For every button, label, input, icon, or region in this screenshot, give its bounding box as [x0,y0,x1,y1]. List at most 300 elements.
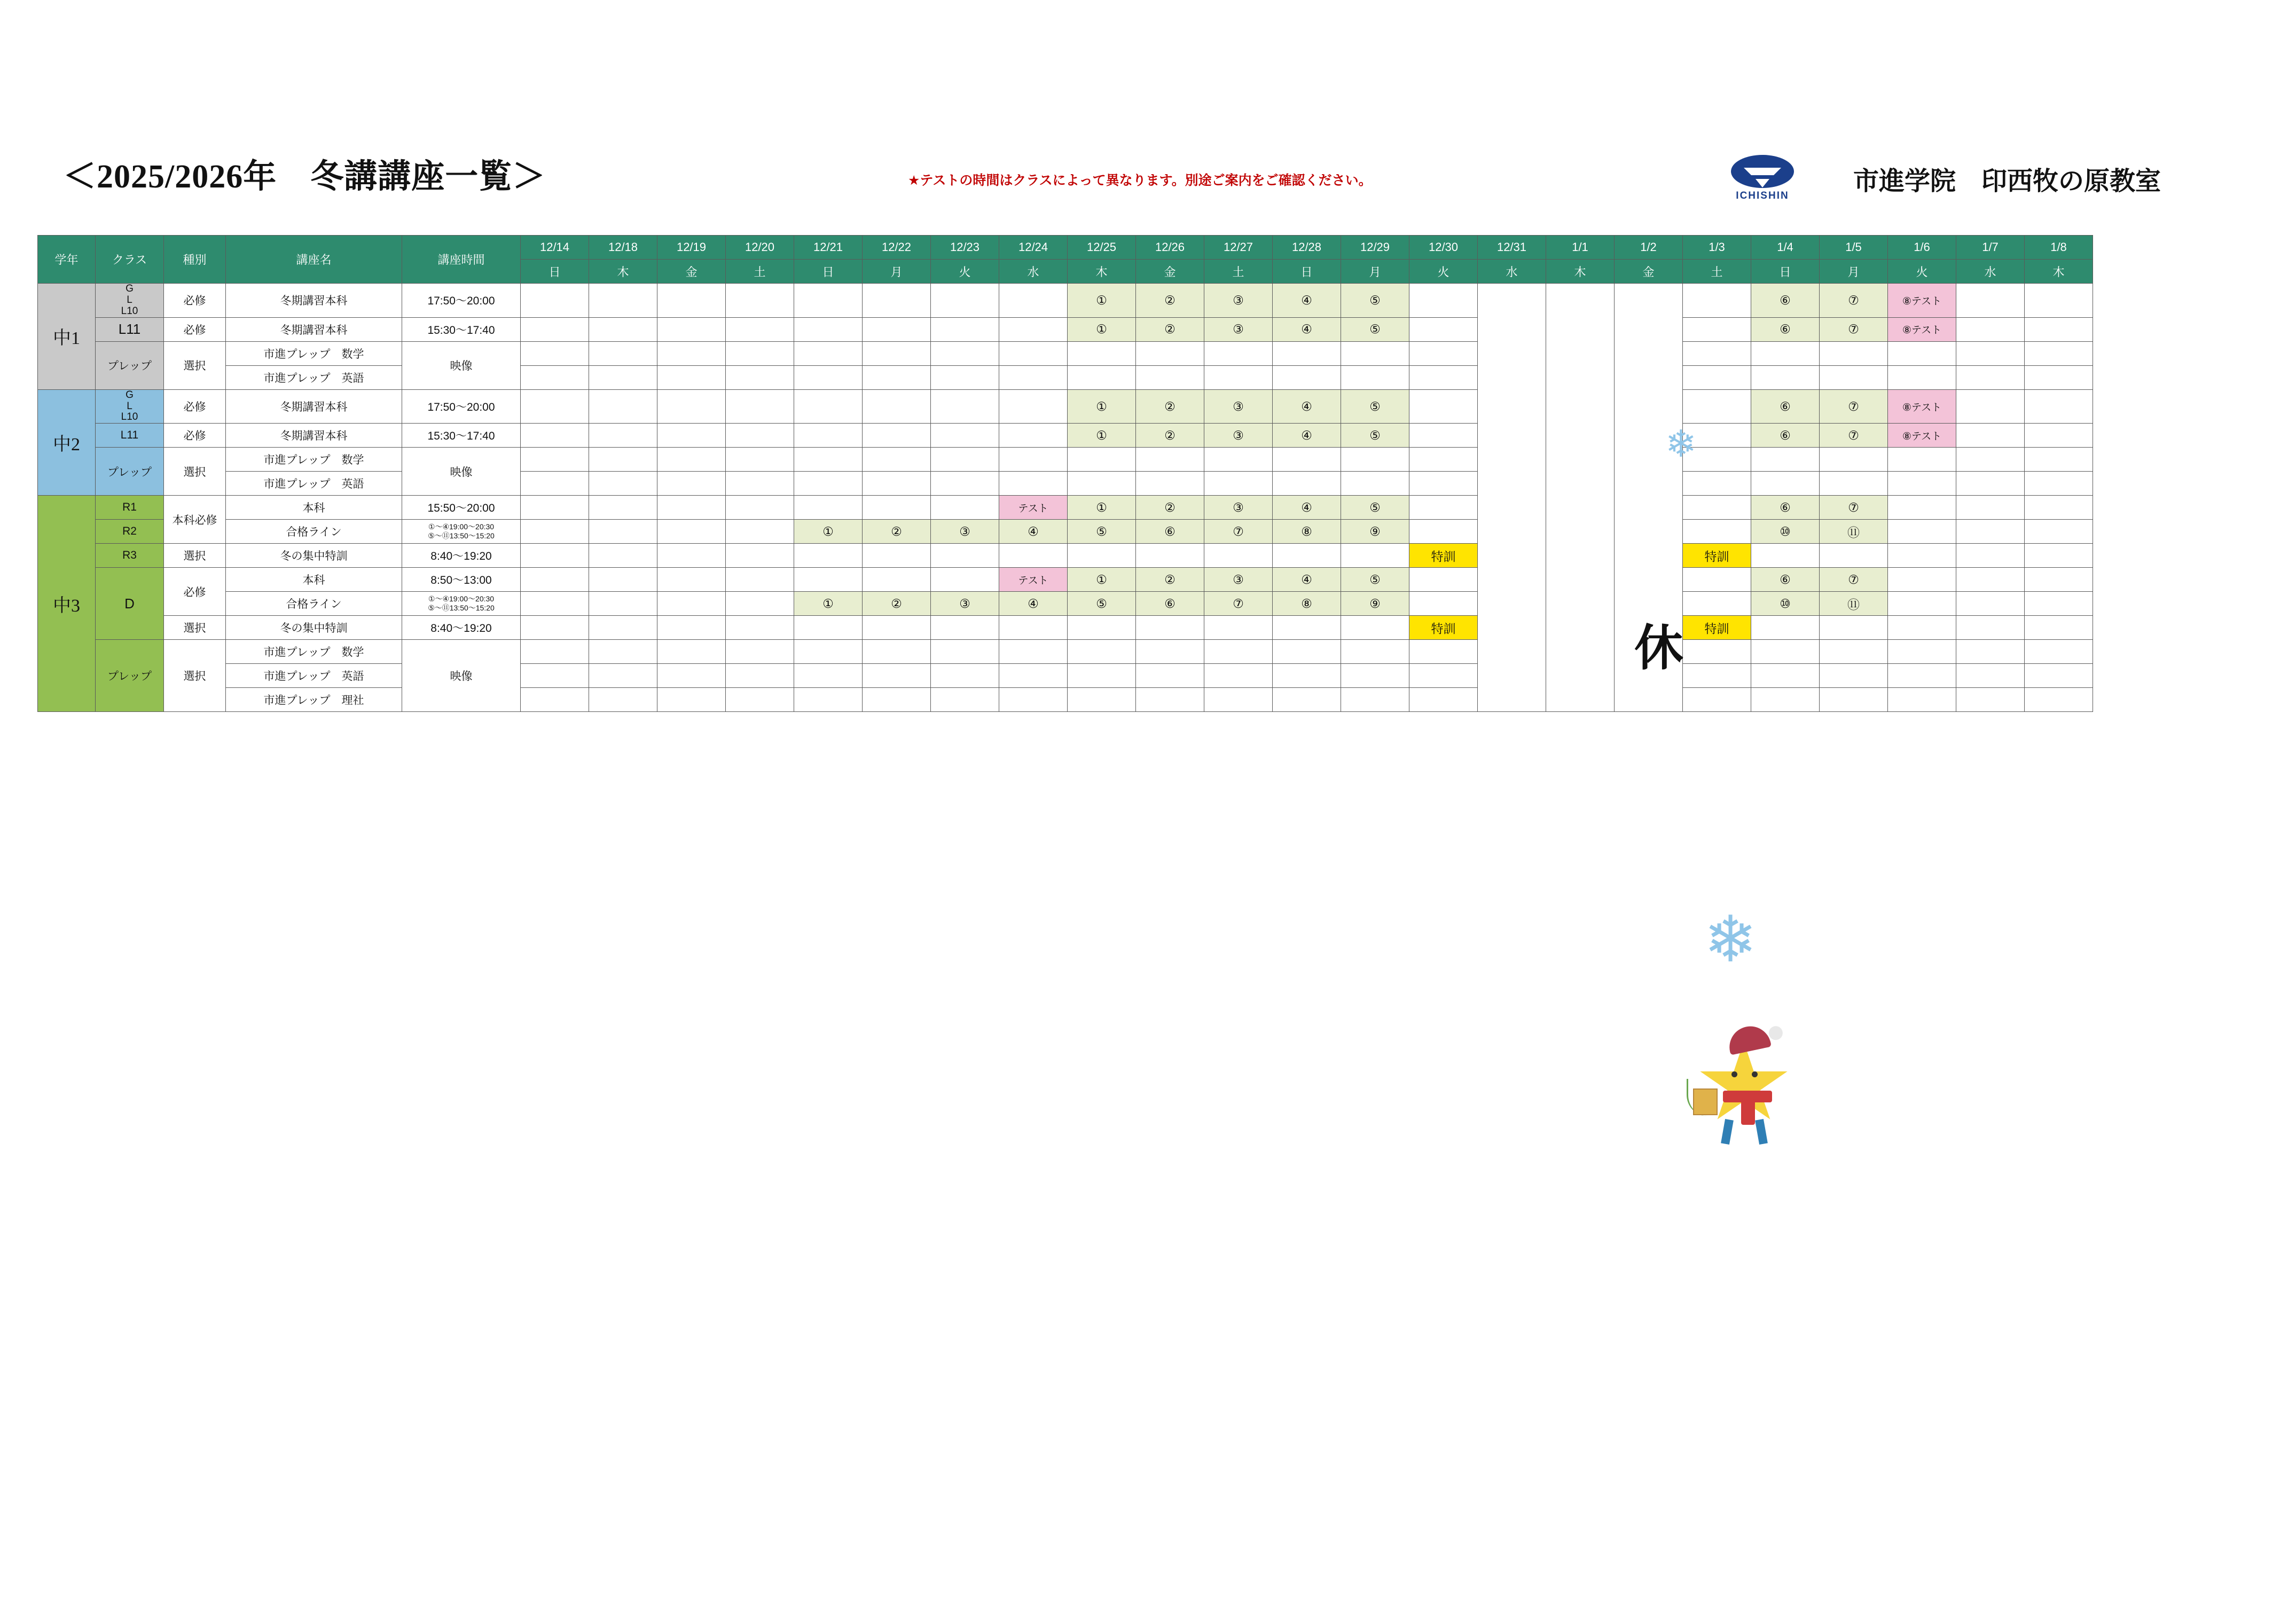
cell [1751,472,1820,496]
cell [1683,284,1751,318]
table-row [38,664,2093,688]
cell: ④ [1273,284,1341,318]
cell [1409,341,1478,365]
cell [863,448,931,472]
cell [1888,496,1956,520]
cell [1068,365,1136,389]
cell [1820,616,1888,640]
cell [1888,616,1956,640]
cell [1820,664,1888,688]
cell [2025,448,2093,472]
weekday-header: 土 [1204,260,1273,284]
cell [589,616,657,640]
class-label-l11: L11 [96,424,164,448]
date-header: 12/14 [521,236,589,260]
course-time-cell: 17:50～20:00 [402,284,521,318]
cell: ⑥ [1751,317,1820,341]
cell: ② [1136,389,1204,424]
cell [1956,389,2025,424]
cell [521,520,589,544]
cell [1820,544,1888,568]
cell [2025,568,2093,592]
date-header: 12/20 [726,236,794,260]
kind-cell: 本科必修 [164,496,226,544]
cell [1204,616,1273,640]
cell [1068,472,1136,496]
class-label-prep: プレップ [96,640,164,712]
cell [1341,616,1409,640]
weekday-header: 金 [657,260,726,284]
cell [521,496,589,520]
cell: ① [1068,389,1136,424]
cell [1956,317,2025,341]
weekday-header: 土 [726,260,794,284]
cell [2025,544,2093,568]
cell [589,664,657,688]
logo-text: ICHISHIN [1736,190,1789,201]
cell [1888,341,1956,365]
kind-cell: 選択 [164,640,226,712]
eye-icon [1731,1071,1737,1077]
course-name-cell: 本科 [226,568,402,592]
cell [1273,365,1341,389]
cell: ⑥ [1136,592,1204,616]
class-label-g-l-l10 [96,284,164,318]
cell [1136,688,1204,712]
cell [931,284,999,318]
cell [1888,472,1956,496]
course-time-line2: ⑤～⑪13:50～15:20 [428,531,495,541]
class-label-r3: R3 [96,544,164,568]
cell [1409,389,1478,424]
cell [1683,472,1751,496]
cell [726,424,794,448]
rest-label: 休 [1634,621,1684,676]
cell: ③ [1204,424,1273,448]
cell [794,365,863,389]
cell: ④ [1273,317,1341,341]
cell [2025,341,2093,365]
cell [1751,616,1820,640]
date-header: 1/1 [1546,236,1615,260]
cell [1820,448,1888,472]
cell [726,592,794,616]
cell [931,389,999,424]
cell [521,317,589,341]
cell [1683,664,1751,688]
weekday-header: 日 [521,260,589,284]
cell: ⑨ [1341,520,1409,544]
cell: ⑤ [1341,317,1409,341]
cell [931,472,999,496]
date-header: 12/24 [999,236,1068,260]
cell: 特訓 [1683,544,1751,568]
cell [726,389,794,424]
class-g: G [126,389,134,401]
cell: ⑤ [1341,496,1409,520]
cell [521,365,589,389]
date-header: 12/25 [1068,236,1136,260]
date-header: 1/6 [1888,236,1956,260]
cell [1888,544,1956,568]
table-row [38,520,2093,544]
cell [726,616,794,640]
cell [1820,640,1888,664]
course-name-cell: 市進プレップ 数学 [226,341,402,365]
cell: ⑩ [1751,592,1820,616]
cell: ④ [1273,424,1341,448]
cell [2025,472,2093,496]
cell [931,616,999,640]
cell: ⑥ [1751,284,1820,318]
grade-label-j3: 中3 [38,496,96,712]
cell [1409,317,1478,341]
cell [1683,341,1751,365]
col-header-coursename: 講座名 [226,236,402,284]
cell [1956,520,2025,544]
date-header: 1/7 [1956,236,2025,260]
cell [589,389,657,424]
gift-bag-icon [1693,1089,1718,1115]
star-mascot-illustration [1677,1015,1816,1164]
kind-cell: 選択 [164,544,226,568]
cell [863,424,931,448]
date-header: 12/22 [863,236,931,260]
cell: ③ [1204,389,1273,424]
cell: ⑦ [1204,520,1273,544]
cell [2025,424,2093,448]
date-header: 12/29 [1341,236,1409,260]
cell [657,544,726,568]
cell [931,544,999,568]
cell: テスト [999,568,1068,592]
cell: 特訓 [1409,616,1478,640]
cell: ⑥ [1751,568,1820,592]
cell [657,365,726,389]
class-label-l11: L11 [96,317,164,341]
grade-label-j2: 中2 [38,389,96,496]
course-name-cell: 市進プレップ 理社 [226,688,402,712]
cell: ③ [931,592,999,616]
cell [657,640,726,664]
snowflake-icon: ❄ [1704,904,1758,975]
cell [1068,664,1136,688]
cell [589,448,657,472]
cell [1068,544,1136,568]
cell [726,544,794,568]
cell [1136,544,1204,568]
class-label-prep: プレップ [96,341,164,389]
cell [1341,688,1409,712]
cell [794,389,863,424]
cell [1136,448,1204,472]
ichishin-logo [1714,155,1811,206]
weekday-header: 火 [931,260,999,284]
cell [1273,472,1341,496]
cell [521,472,589,496]
cell [1273,688,1341,712]
cell [1136,472,1204,496]
weekday-header: 木 [1068,260,1136,284]
cell [657,496,726,520]
rest-period-block [1478,284,1546,712]
class-label-d: D [96,568,164,640]
cell [726,365,794,389]
cell [794,317,863,341]
snowflake-icon: ❄ [1665,423,1697,465]
cell [999,284,1068,318]
cell [1273,640,1341,664]
cell [1409,664,1478,688]
cell [1820,341,1888,365]
cell [589,284,657,318]
cell [2025,317,2093,341]
cell [657,341,726,365]
school-name: 市進学院 印西牧の原教室 [1853,167,2161,195]
weekday-header: 日 [1273,260,1341,284]
table-row [38,544,2093,568]
cell [1683,520,1751,544]
cell: ① [794,520,863,544]
cell [1204,448,1273,472]
cell: ④ [999,592,1068,616]
cell [1751,448,1820,472]
cell: ⑥ [1751,389,1820,424]
cell: ③ [1204,496,1273,520]
cell [1341,341,1409,365]
cell [1956,284,2025,318]
weekday-header: 金 [1615,260,1683,284]
cell [521,424,589,448]
cell [1204,365,1273,389]
cell [1204,640,1273,664]
page-title: ＜2025/2026年 冬講講座一覧＞ [63,159,546,195]
kind-cell: 選択 [164,616,226,640]
cell [999,424,1068,448]
table-row [38,688,2093,712]
cell: ④ [999,520,1068,544]
cell [1204,341,1273,365]
cell: ② [1136,284,1204,318]
course-time-line1: ①～④19:00～20:30 [428,594,495,603]
cell [2025,688,2093,712]
cell [589,365,657,389]
cell [1956,472,2025,496]
cell: ② [1136,496,1204,520]
cell [999,365,1068,389]
course-name-cell: 合格ライン [226,520,402,544]
course-time-cell: 15:30～17:40 [402,424,521,448]
cell [521,616,589,640]
course-time-cell: 8:40～19:20 [402,544,521,568]
cell: ⑦ [1820,568,1888,592]
cell [863,284,931,318]
cell [1341,664,1409,688]
cell [931,568,999,592]
cell: ① [1068,284,1136,318]
cell [1068,448,1136,472]
cell [999,389,1068,424]
cell [863,568,931,592]
test-time-note: ★テストの時間はクラスによって異なります。別途ご案内をご確認ください。 [908,173,1372,188]
cell [1409,688,1478,712]
cell [1888,520,1956,544]
cell [863,640,931,664]
cell [2025,592,2093,616]
class-label-r1: R1 [96,496,164,520]
weekday-header: 火 [1409,260,1478,284]
cell [1273,664,1341,688]
date-header: 1/3 [1683,236,1751,260]
class-l: L [127,294,132,306]
cell [1409,284,1478,318]
cell [999,688,1068,712]
cell: ⑦ [1820,496,1888,520]
class-l: L [127,400,132,412]
cell: ④ [1273,496,1341,520]
cell [1136,616,1204,640]
cell [1956,424,2025,448]
cell [521,284,589,318]
cell [521,568,589,592]
kind-cell: 選択 [164,448,226,496]
cell: ② [863,592,931,616]
kind-cell: 必修 [164,284,226,318]
cell [657,424,726,448]
cell [589,472,657,496]
cell [2025,496,2093,520]
cell [1136,640,1204,664]
santa-hat-icon [1726,1022,1772,1055]
cell [1683,592,1751,616]
hat-pompom-icon [1767,1025,1784,1041]
weekday-header: 水 [1478,260,1546,284]
cell [931,448,999,472]
weekday-header: 水 [1956,260,2025,284]
cell: ② [1136,568,1204,592]
col-header-coursetime: 講座時間 [402,236,521,284]
cell [1683,317,1751,341]
cell [794,496,863,520]
cell [1956,592,2025,616]
course-name-cell: 冬期講習本科 [226,284,402,318]
cell [931,640,999,664]
cell [1136,365,1204,389]
cell [1204,472,1273,496]
date-header: 12/31 [1478,236,1546,260]
date-header: 12/19 [657,236,726,260]
cell [1683,688,1751,712]
kind-cell: 必修 [164,389,226,424]
table-row [38,568,2093,592]
cell: 特訓 [1409,544,1478,568]
kind-cell: 必修 [164,424,226,448]
cell [794,341,863,365]
cell [1204,664,1273,688]
course-name-cell: 冬期講習本科 [226,317,402,341]
cell: ⑪ [1820,592,1888,616]
leg-icon [1721,1119,1734,1145]
cell [1956,568,2025,592]
cell [1751,365,1820,389]
cell [863,317,931,341]
cell [2025,365,2093,389]
cell [1136,664,1204,688]
cell: ⑪ [1820,520,1888,544]
cell [589,424,657,448]
cell [1956,544,2025,568]
cell [999,616,1068,640]
course-name-cell: 市進プレップ 数学 [226,448,402,472]
cell [931,424,999,448]
cell [589,341,657,365]
cell [863,688,931,712]
class-label-prep: プレップ [96,448,164,496]
date-header: 12/27 [1204,236,1273,260]
cell: ⑦ [1204,592,1273,616]
cell: ④ [1273,568,1341,592]
cell: ③ [1204,284,1273,318]
cell: ⑧テスト [1888,389,1956,424]
class-label-r2: R2 [96,520,164,544]
grade-label-j1: 中1 [38,284,96,390]
cell: ⑦ [1820,424,1888,448]
cell [931,664,999,688]
cell [1068,640,1136,664]
cell [2025,616,2093,640]
cell [1820,365,1888,389]
kind-cell: 必修 [164,568,226,616]
cell [1341,472,1409,496]
cell [2025,640,2093,664]
cell [1683,568,1751,592]
weekday-header: 木 [589,260,657,284]
cell [1956,448,2025,472]
cell [1888,688,1956,712]
cell [794,688,863,712]
weekday-header: 金 [1136,260,1204,284]
kind-cell: 選択 [164,341,226,389]
cell [1273,544,1341,568]
date-header: 12/23 [931,236,999,260]
date-header: 1/5 [1820,236,1888,260]
cell [999,664,1068,688]
cell: ⑤ [1341,284,1409,318]
cell [1409,496,1478,520]
course-name-cell: 市進プレップ 英語 [226,472,402,496]
cell: ⑧テスト [1888,424,1956,448]
cell [1409,365,1478,389]
weekday-header: 月 [863,260,931,284]
cell: ⑨ [1341,592,1409,616]
cell [1820,688,1888,712]
cell: ② [1136,317,1204,341]
cell [2025,389,2093,424]
cell [657,664,726,688]
cell [726,688,794,712]
cell [1204,688,1273,712]
cell [1136,341,1204,365]
cell [726,317,794,341]
cell [726,472,794,496]
cell [521,688,589,712]
weekday-header: 水 [999,260,1068,284]
weekday-header: 日 [794,260,863,284]
cell [1888,448,1956,472]
logo-bird-icon [1731,155,1794,188]
course-name-cell: 本科 [226,496,402,520]
cell [863,544,931,568]
